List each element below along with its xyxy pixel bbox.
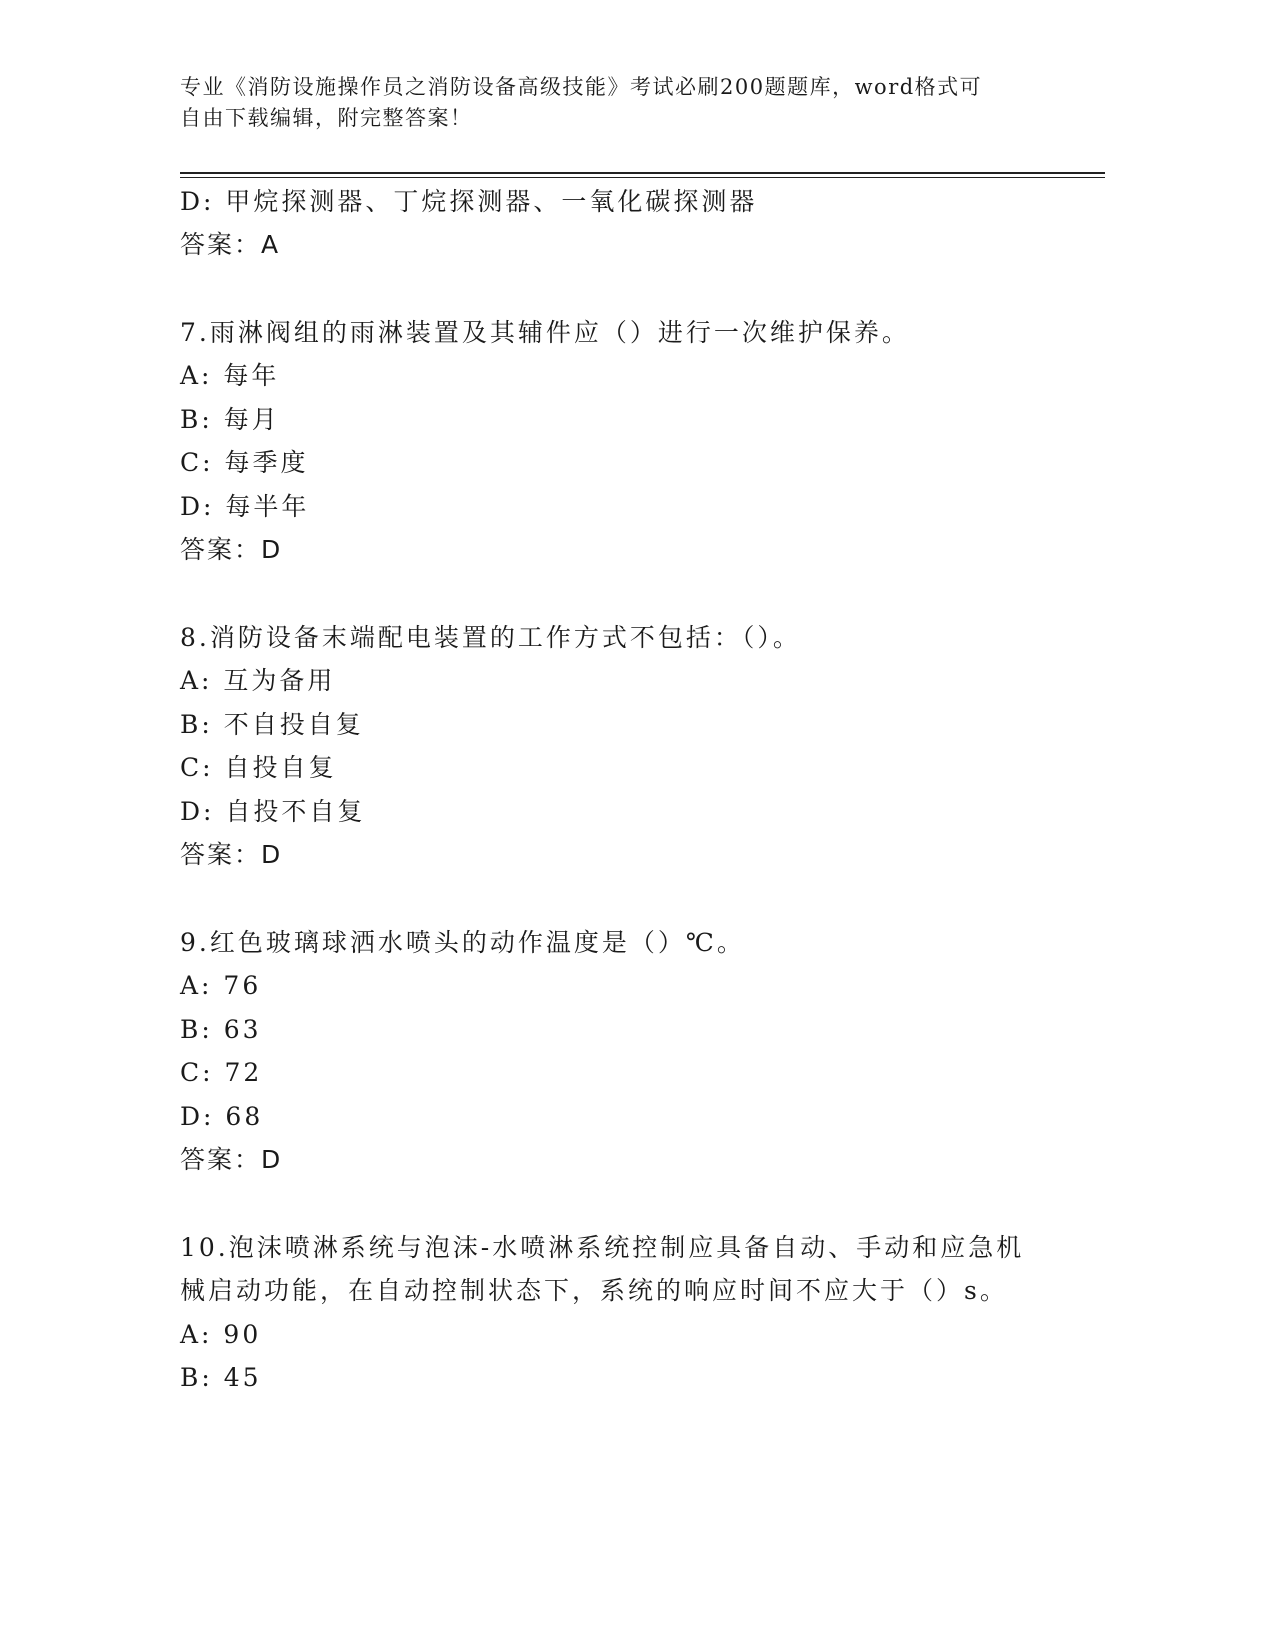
question-7-option-d: D: 每半年	[180, 492, 310, 521]
header-rule-thick	[180, 172, 1105, 174]
question-7-option-b: B: 每月	[180, 405, 280, 434]
question-8-answer: 答案：D	[180, 840, 283, 869]
header-line-1: 专业《消防设施操作员之消防设备高级技能》考试必刷200题题库，word格式可	[180, 75, 983, 99]
question-7-answer: 答案：D	[180, 535, 283, 564]
prev-option-d: D: 甲烷探测器、丁烷探测器、一氧化碳探测器	[180, 187, 758, 216]
question-10-stem-line-1: 10.泡沫喷淋系统与泡沫-水喷淋系统控制应具备自动、手动和应急机	[180, 1233, 1025, 1262]
question-8-option-c: C: 自投自复	[180, 753, 337, 782]
question-9-answer: 答案：D	[180, 1145, 283, 1174]
question-7-option-a: A: 每年	[180, 361, 280, 390]
question-7-option-c: C: 每季度	[180, 448, 309, 477]
question-8-option-b: B: 不自投自复	[180, 710, 364, 739]
question-8-option-a: A: 互为备用	[180, 666, 336, 695]
prev-answer: 答案：A	[180, 230, 281, 259]
question-9-option-a: A: 76	[180, 971, 262, 1000]
question-10-stem-line-2: 械启动功能，在自动控制状态下，系统的响应时间不应大于（）s。	[180, 1276, 1008, 1305]
question-9-stem: 9.红色玻璃球洒水喷头的动作温度是（）℃。	[180, 928, 745, 957]
question-9-option-d: D: 68	[180, 1102, 264, 1131]
header-line-2: 自由下载编辑，附完整答案！	[180, 106, 473, 130]
question-7-stem: 7.雨淋阀组的雨淋装置及其辅件应（）进行一次维护保养。	[180, 318, 910, 347]
header-rule-thin	[180, 177, 1105, 178]
question-9-option-b: B: 63	[180, 1015, 262, 1044]
question-10-option-b: B: 45	[180, 1363, 262, 1392]
question-9-option-c: C: 72	[180, 1058, 263, 1087]
document-header	[180, 72, 1040, 134]
question-8-option-d: D: 自投不自复	[180, 797, 366, 826]
question-8-stem: 8.消防设备末端配电装置的工作方式不包括：（）。	[180, 623, 801, 652]
question-10-option-a: A: 90	[180, 1320, 262, 1349]
